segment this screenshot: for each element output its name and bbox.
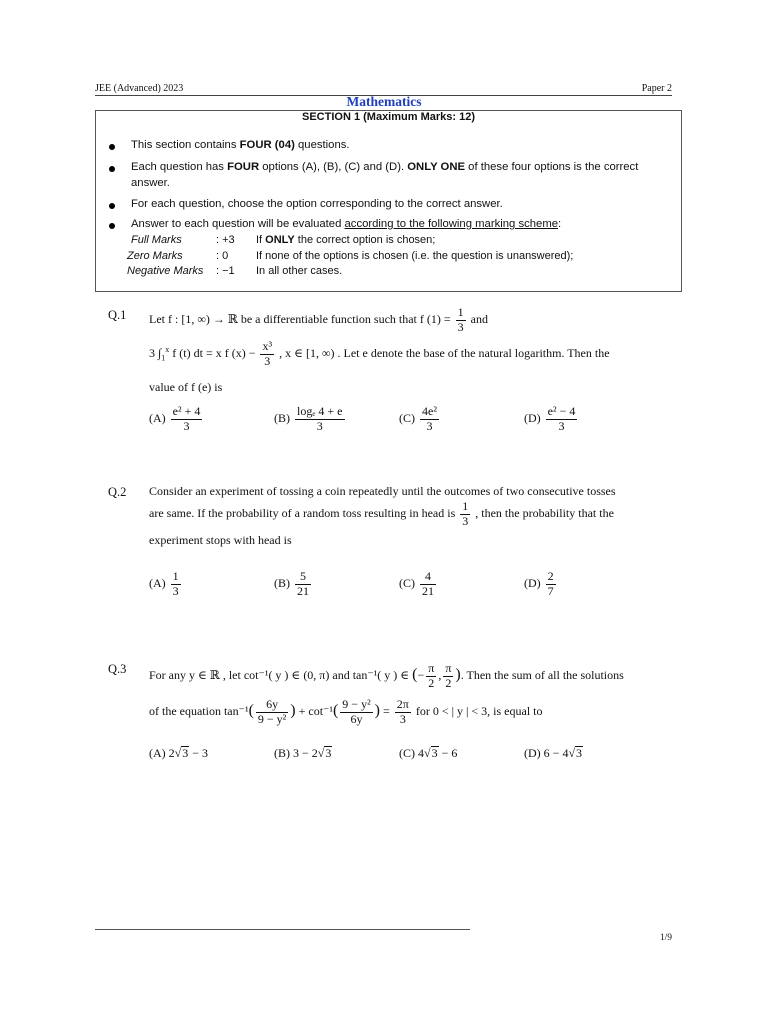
question-2-number: Q.2 [108,485,127,499]
header-paper-number: Paper 2 [641,83,672,94]
fraction: $\frac{1}{3}$ [462,499,469,528]
full-marks-rule: If ONLY the correct option is chosen; [256,234,436,246]
fraction: $\frac{\text{9 − y²}}{6y}$ [342,697,371,726]
q1-option-b[interactable]: (B) $\frac{\text{logₑ 4 + e}}{3}$ [274,404,343,433]
section-title: SECTION 1 (Maximum Marks: 12) [302,111,475,123]
question-2-line-1: Consider an experiment of tossing a coin repeatedly until the outcomes of two consecutive tosses [149,484,616,498]
bullet-icon [109,144,115,150]
q3-option-b[interactable]: (B) 3 − 2√3 [274,746,332,760]
fraction: $\frac{\pi}{2}$ [428,661,435,690]
fraction: $\frac{\pi}{2}$ [445,661,452,690]
question-1-number: Q.1 [108,308,127,322]
q1-option-a[interactable]: (A) $\frac{\text{e² + 4}}{3}$ [149,404,201,433]
fraction: $\frac{2\pi}{3}$ [396,697,409,726]
instruction-3: For each question, choose the option corresponding to the correct answer. [131,198,503,210]
q1-option-c[interactable]: (C) $\frac{\text{4e²}}{3}$ [399,404,437,433]
zero-marks-rule: If none of the options is chosen (i.e. the question is unanswered); [256,250,574,262]
q3-option-d[interactable]: (D) 6 − 4√3 [524,746,583,760]
question-2-line-3: experiment stops with head is [149,533,292,547]
negative-marks-rule: In all other cases. [256,265,343,277]
q2-option-b[interactable]: (B) $\frac{5}{21}$ [274,569,309,598]
bullet-icon [109,166,115,172]
q3-option-c[interactable]: (C) 4√3 − 6 [399,746,458,760]
header-exam-name: JEE (Advanced) 2023 [95,83,184,94]
instruction-4: Answer to each question will be evaluated according to the following marking scheme: [131,218,562,230]
q3-option-a[interactable]: (A) 2√3 − 3 [149,746,209,760]
footer-rule [95,929,470,930]
question-1-line-2: 3 $\int_1^x$ f (t) dt = x f (x) − $\frac{\text{x³}}{3}$ , x ∈ [1, ∞) . Let e denote the base of the natural logarithm. Then the [149,339,610,368]
bullet-icon [109,203,115,209]
page-number: 1/9 [659,933,672,943]
question-3-line-2: of the equation tan⁻¹( $\frac{6y}{\text{9 − y²}}$ ) + cot⁻¹( $\frac{\text{9 − y²}}{6y}$ ) = $\frac{2\pi}{3}$ for 0 < | y | < 3, is equal to [149,697,543,726]
subject-title: Mathematics [346,94,422,109]
q1-option-d[interactable]: (D) $\frac{\text{e² − 4}}{3}$ [524,404,576,433]
negative-marks-value: : −1 [216,265,235,277]
q2-option-d[interactable]: (D) $\frac{2}{7}$ [524,569,554,598]
full-marks-value: : +3 [216,234,235,246]
question-1-line-3: value of f (e) is [149,380,223,394]
question-1-line-1: Let f : [1, ∞) → ℝ be a differentiable function such that f (1) = $\frac{1}{3}$ and [149,305,488,334]
question-3-line-1: For any y ∈ ℝ , let cot⁻¹( y ) ∈ (0, π) and tan⁻¹( y ) ∈ (− $\frac{\pi}{2}$ , $\frac{\pi}{2}$ ). Then the sum of all the solutions [149,661,624,690]
fraction: $\frac{\text{x³}}{3}$ [262,339,273,368]
section-instructions-box [95,110,682,292]
q2-option-a[interactable]: (A) $\frac{1}{3}$ [149,569,179,598]
q2-option-c[interactable]: (C) $\frac{4}{21}$ [399,569,434,598]
instruction-2: Each question has FOUR options (A), (B), (C) and (D). ONLY ONE of these four options is the correct answer. [131,161,639,189]
bullet-icon [109,223,115,229]
fraction: $\frac{6y}{\text{9 − y²}}$ [257,697,287,726]
fraction: $\frac{1}{3}$ [457,305,464,334]
question-3-number: Q.3 [108,662,127,676]
negative-marks-label: Negative Marks [127,265,204,277]
question-2-line-2: are same. If the probability of a random toss resulting in head is $\frac{1}{3}$ , then the probability that the [149,499,614,528]
zero-marks-label: Zero Marks [127,250,183,262]
instruction-1: This section contains FOUR (04) questions. [131,139,350,151]
zero-marks-value: : 0 [216,250,229,262]
full-marks-label: Full Marks [131,234,182,246]
